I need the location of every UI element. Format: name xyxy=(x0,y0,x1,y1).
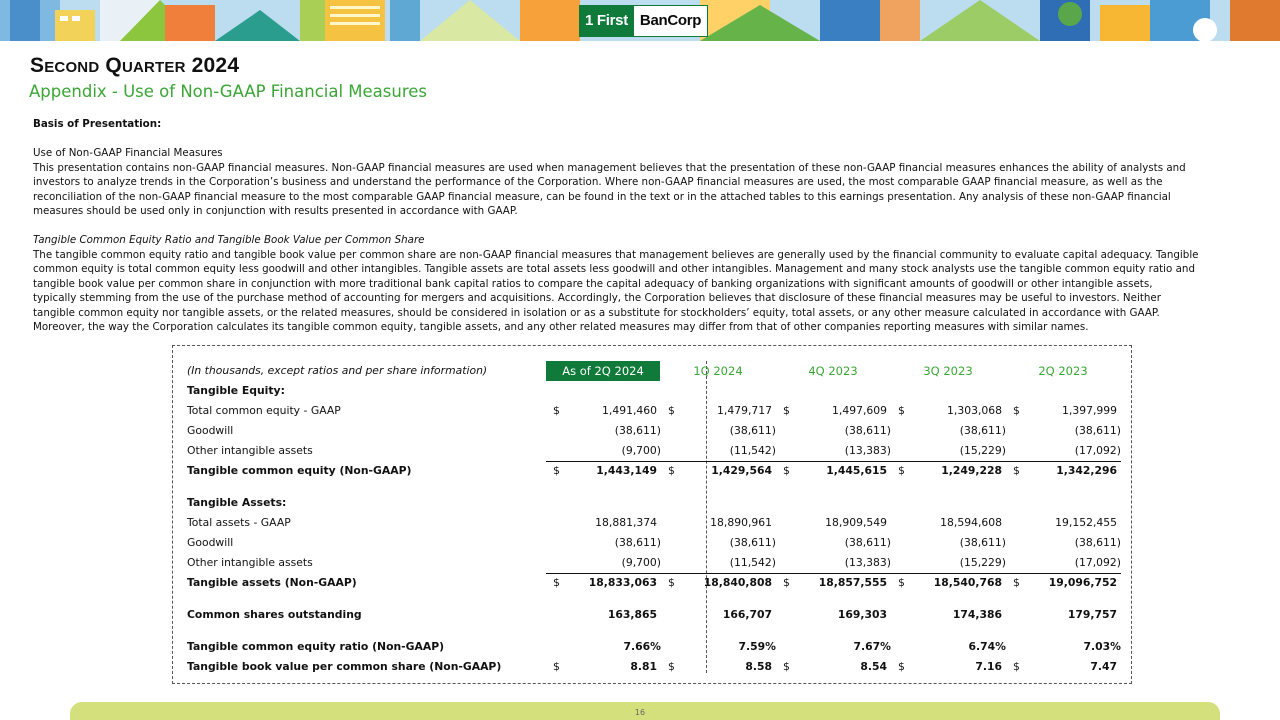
row-label: Tangible book value per common share (Non-GAAP) xyxy=(187,660,502,673)
table-row xyxy=(173,553,1133,573)
table-cell: 18,840,808 xyxy=(703,576,772,589)
row-label: Total assets - GAAP xyxy=(187,516,291,529)
table-cell: 7.47 xyxy=(1090,660,1117,673)
table-cell: 7.66% xyxy=(623,640,661,653)
currency-symbol: $ xyxy=(1013,576,1020,589)
section2-text: The tangible common equity ratio and tangible book value per common share are non-GAAP financial measures that management believes are generally used by the financial community to evaluate capital adequacy. Tangible common equity is total common equity less goodwill and other intangibles. Tangible assets are total assets less goodwill and other intangibles. Management and many stock analysts use the tangible common equity ratio and tangible book value per common share in conjunction with more traditional bank capital ratios to compare the capital adequacy of banking organizations with significant amounts of goodwill or other intangible assets, typically stemming from the use of the purchase method of accounting for mergers and acquisitions. Accordingly, the Corporation believes that disclosure of these financial measures may be useful to investors. Neither tangible common equity nor tangible assets, or the related measures, should be considered in isolation or as a substitute for stockholders’ equity, total assets, or any other measure calculated in accordance with GAAP. Moreover, the way the Corporation calculates its tangible common equity, tangible assets, and any other related measures may differ from that of other companies reporting measures with similar names. xyxy=(33,248,1199,333)
non-gaap-table xyxy=(172,345,1132,684)
table-cell: 163,865 xyxy=(607,608,657,621)
table-cell: (15,229) xyxy=(959,444,1006,457)
section-heading xyxy=(173,493,1133,513)
table-cell: 174,386 xyxy=(952,608,1002,621)
currency-symbol: $ xyxy=(783,404,790,417)
table-cell: 18,857,555 xyxy=(818,576,887,589)
table-cell: 1,443,149 xyxy=(596,464,657,477)
currency-symbol: $ xyxy=(1013,660,1020,673)
table-cell: (11,542) xyxy=(729,444,776,457)
table-row xyxy=(173,657,1133,677)
table-cell: 169,303 xyxy=(837,608,887,621)
page-number: 16 xyxy=(634,708,646,717)
currency-symbol: $ xyxy=(783,464,790,477)
table-cell: 18,540,768 xyxy=(933,576,1002,589)
table-cell: (38,611) xyxy=(959,536,1006,549)
table-cell: 8.58 xyxy=(745,660,772,673)
table-cell: (38,611) xyxy=(729,424,776,437)
table-cell: 6.74% xyxy=(968,640,1006,653)
column-header: 3Q 2023 xyxy=(923,364,973,378)
table-header-row xyxy=(173,361,1133,381)
table-cell: (9,700) xyxy=(621,444,661,457)
table-cell: 18,881,374 xyxy=(595,516,657,529)
table-cell: (9,700) xyxy=(621,556,661,569)
table-cell: (13,383) xyxy=(844,444,891,457)
table-cell: 1,429,564 xyxy=(711,464,772,477)
currency-symbol: $ xyxy=(668,464,675,477)
table-cell: 8.54 xyxy=(860,660,887,673)
page-title: Second Quarter 2024 xyxy=(30,54,240,77)
header-banner xyxy=(0,0,1280,41)
table-row xyxy=(173,421,1133,441)
table-cell: (38,611) xyxy=(1074,424,1121,437)
table-cell: 8.81 xyxy=(630,660,657,673)
currency-symbol: $ xyxy=(553,464,560,477)
section1-heading: Use of Non-GAAP Financial Measures xyxy=(33,147,223,159)
column-header: 1Q 2024 xyxy=(693,364,743,378)
table-row xyxy=(173,533,1133,553)
row-label: Tangible assets (Non-GAAP) xyxy=(187,576,357,589)
table-cell: 1,249,228 xyxy=(941,464,1002,477)
currency-symbol: $ xyxy=(553,404,560,417)
table-cell: 18,833,063 xyxy=(588,576,657,589)
row-label: Tangible common equity ratio (Non-GAAP) xyxy=(187,640,445,653)
table-cell: 1,303,068 xyxy=(947,404,1002,417)
section2-heading: Tangible Common Equity Ratio and Tangible Book Value per Common Share xyxy=(33,234,425,246)
table-cell: 1,491,460 xyxy=(602,404,657,417)
table-cell: 18,594,608 xyxy=(940,516,1002,529)
table-cell: 1,342,296 xyxy=(1056,464,1117,477)
table-cell: (38,611) xyxy=(729,536,776,549)
table-cell: 19,152,455 xyxy=(1055,516,1117,529)
table-cell: 1,479,717 xyxy=(717,404,772,417)
section-label: Tangible Equity: xyxy=(187,384,285,397)
table-row-total xyxy=(173,461,1133,481)
table-cell: (13,383) xyxy=(844,556,891,569)
table-cell: 19,096,752 xyxy=(1048,576,1117,589)
table-cell: (38,611) xyxy=(959,424,1006,437)
column-header: 4Q 2023 xyxy=(808,364,858,378)
table-cell: 166,707 xyxy=(722,608,772,621)
table-cell: 7.03% xyxy=(1083,640,1121,653)
row-label: Other intangible assets xyxy=(187,556,313,569)
table-cell: 1,497,609 xyxy=(832,404,887,417)
table-cell: (38,611) xyxy=(844,424,891,437)
currency-symbol: $ xyxy=(553,660,560,673)
table-cell: 18,909,549 xyxy=(825,516,887,529)
currency-symbol: $ xyxy=(898,404,905,417)
currency-symbol: $ xyxy=(553,576,560,589)
row-label: Goodwill xyxy=(187,424,234,437)
currency-symbol: $ xyxy=(1013,404,1020,417)
table-row xyxy=(173,637,1133,657)
table-cell: 179,757 xyxy=(1067,608,1117,621)
basis-heading: Basis of Presentation: xyxy=(33,118,162,130)
currency-symbol: $ xyxy=(783,576,790,589)
currency-symbol: $ xyxy=(668,576,675,589)
table-cell: (38,611) xyxy=(614,424,661,437)
table-cell: 7.16 xyxy=(975,660,1002,673)
currency-symbol: $ xyxy=(668,660,675,673)
currency-symbol: $ xyxy=(898,464,905,477)
table-cell: 7.59% xyxy=(738,640,776,653)
body-text xyxy=(33,117,1255,335)
currency-symbol: $ xyxy=(898,660,905,673)
table-cell: (38,611) xyxy=(844,536,891,549)
table-cell: (38,611) xyxy=(1074,536,1121,549)
table-row xyxy=(173,441,1133,461)
table-cell: (11,542) xyxy=(729,556,776,569)
row-label: Goodwill xyxy=(187,536,234,549)
logo-right-text: BanCorp xyxy=(639,12,702,29)
row-label: Other intangible assets xyxy=(187,444,313,457)
section-label: Tangible Assets: xyxy=(187,496,287,509)
table-cell: (17,092) xyxy=(1074,444,1121,457)
row-label: Common shares outstanding xyxy=(187,608,362,621)
table-note: (In thousands, except ratios and per share information) xyxy=(187,364,488,377)
table-cell: 18,890,961 xyxy=(710,516,772,529)
currency-symbol: $ xyxy=(1013,464,1020,477)
row-label: Tangible common equity (Non-GAAP) xyxy=(187,464,412,477)
column-header: As of 2Q 2024 xyxy=(546,361,660,381)
table-cell: 7.67% xyxy=(853,640,891,653)
section-heading xyxy=(173,381,1133,401)
table-cell: (17,092) xyxy=(1074,556,1121,569)
table-cell: (15,229) xyxy=(959,556,1006,569)
currency-symbol: $ xyxy=(783,660,790,673)
table-cell: 1,445,615 xyxy=(826,464,887,477)
currency-symbol: $ xyxy=(898,576,905,589)
logo-left-text: 1 First xyxy=(580,6,634,36)
currency-symbol: $ xyxy=(668,404,675,417)
table-row-total xyxy=(173,573,1133,593)
column-header: 2Q 2023 xyxy=(1038,364,1088,378)
table-row xyxy=(173,605,1133,625)
firstbancorp-logo xyxy=(579,5,708,37)
table-cell: (38,611) xyxy=(614,536,661,549)
table-row xyxy=(173,401,1133,421)
table-cell: 1,397,999 xyxy=(1062,404,1117,417)
row-label: Total common equity - GAAP xyxy=(187,404,341,417)
page-subtitle: Appendix - Use of Non-GAAP Financial Measures xyxy=(29,82,428,101)
section1-text: This presentation contains non-GAAP financial measures. Non-GAAP financial measures are used when management believes that the presentation of these non-GAAP financial measures enhances the ability of analysts and investors to analyze trends in the Corporation’s business and understand the performance of the Corporation. Where non-GAAP financial measures are used, the most comparable GAAP financial measure, as well as the reconciliation of the non-GAAP financial measure to the most comparable GAAP financial measure, can be found in the text or in the attached tables to this earnings presentation. Any analysis of these non-GAAP financial measures should be used only in conjunction with results presented in accordance with GAAP. xyxy=(33,161,1186,217)
table-row xyxy=(173,513,1133,533)
